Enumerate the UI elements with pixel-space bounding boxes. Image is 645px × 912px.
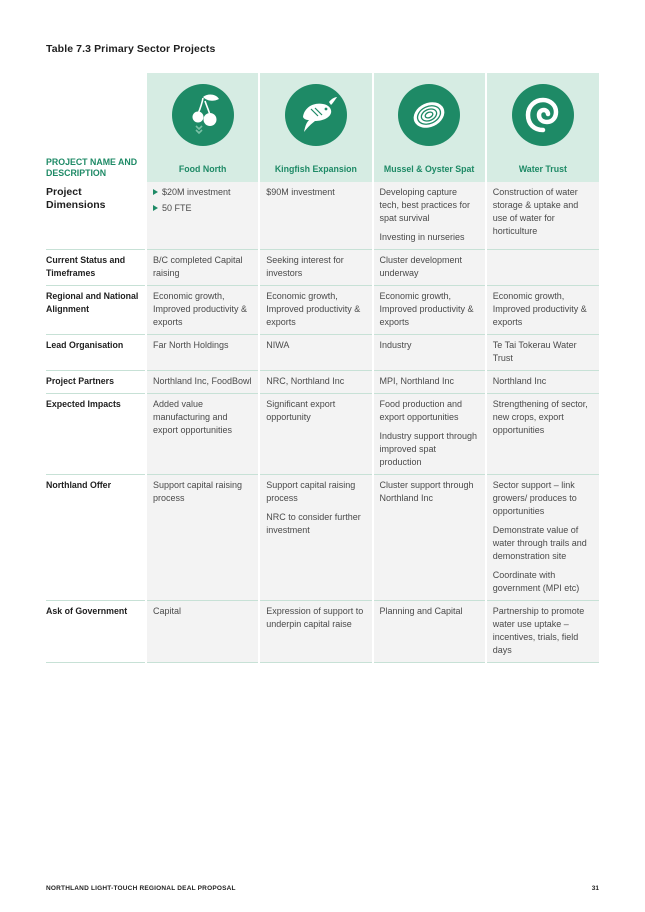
page-number: 31 [591,885,599,892]
cell-text: Planning and Capital [379,606,463,616]
row-label: Regional and National Alignment [46,286,146,335]
table-cell [259,601,372,663]
row-lead-organisation [46,335,599,371]
table-cell [259,475,372,601]
cell-text: Developing capture tech, best practices for spat survival [379,187,471,223]
table-cell [486,182,599,250]
cell-text: Cluster support through Northland Inc [379,480,474,503]
project-name-heading: PROJECT NAME AND DESCRIPTION [46,157,138,178]
row-label: Project Dimensions [46,182,146,250]
cell-text: Investing in nurseries [379,232,465,242]
cell-text: Cluster development underway [379,255,463,278]
table-cell [486,475,599,601]
table-cell [146,475,259,601]
project-header-kingfish [259,73,372,182]
cell-text: Support capital raising process [153,480,243,503]
cell-text: Added value manufacturing and export opportunities [153,399,233,435]
bullet-item: $20M investment [153,186,252,199]
cell-text: Te Tai Tokerau Water Trust [492,340,577,363]
table-cell [373,601,486,663]
koru-icon [512,84,574,146]
cell-text: Significant export opportunity [266,399,336,422]
row-label: Northland Offer [46,475,146,601]
cell-text: $90M investment [266,187,335,197]
project-header-food-north [146,73,259,182]
row-label: Ask of Government [46,601,146,663]
cell-text: Far North Holdings [153,340,229,350]
table-cell [373,371,486,394]
row-label: Project Partners [46,371,146,394]
row-label: Current Status and Timeframes [46,250,146,286]
table-cell [373,475,486,601]
table-cell [486,371,599,394]
cell-text: NIWA [266,340,290,350]
project-header-water-trust [486,73,599,182]
cell-text: MPI, Northland Inc [379,376,455,386]
cell-text: Northland Inc, FoodBowl [153,376,252,386]
cell-text: Demonstrate value of water through trails and demonstration site [492,525,587,561]
table-cell [146,371,259,394]
row-project-partners [46,371,599,394]
table-cell [146,394,259,475]
table-title: Table 7.3 Primary Sector Projects [46,43,216,55]
cell-text: Economic growth, Improved productivity & exports [153,291,248,327]
table-cell [373,250,486,286]
cell-text: B/C completed Capital raising [153,255,243,278]
row-current-status [46,250,599,286]
project-label: Mussel & Oyster Spat [383,164,475,174]
table-cell [259,286,372,335]
row-label: Lead Organisation [46,335,146,371]
table-cell [259,371,372,394]
project-label: Food North [178,164,227,174]
table-cell [373,335,486,371]
footer-document-title: NORTHLAND LIGHT-TOUCH REGIONAL DEAL PROPOSAL [46,885,236,892]
cell-text: Strengthening of sector, new crops, export opportunities [492,399,588,435]
table-cell [259,250,372,286]
cell-text: Northland Inc [492,376,547,386]
table-cell [146,286,259,335]
cell-text: Industry support through improved spat production [379,431,478,467]
table-cell [259,394,372,475]
cell-text: Economic growth, Improved productivity & exports [492,291,587,327]
cell-text: Sector support – link growers/ produces to opportunities [492,480,577,516]
cell-text: Partnership to promote water use uptake – incentives, trials, field days [492,606,585,655]
table-cell [146,335,259,371]
table-cell [259,335,372,371]
table-cell [486,601,599,663]
cell-text: Seeking interest for investors [266,255,344,278]
row-northland-offer [46,475,599,601]
table-cell [486,250,599,286]
row-label: Expected Impacts [46,394,146,475]
table-cell [373,286,486,335]
table-cell [146,250,259,286]
table-cell [373,182,486,250]
table-cell [373,394,486,475]
table-cell [486,394,599,475]
cell-text: Industry [379,340,412,350]
cell-text: Economic growth, Improved productivity & exports [379,291,474,327]
table-cell [486,335,599,371]
fruit-icon [172,84,234,146]
row-regional-alignment [46,286,599,335]
cell-text: NRC to consider further investment [266,512,361,535]
bullet-arrow-icon [153,189,158,195]
cell-text: Construction of water storage & uptake and use of water for horticulture [492,187,579,236]
cell-text: Support capital raising process [266,480,356,503]
table-cell [259,182,372,250]
cell-text: Capital [153,606,182,616]
cell-text: Economic growth, Improved productivity & exports [266,291,361,327]
cell-text: NRC, Northland Inc [266,376,345,386]
cell-text: Expression of support to underpin capital raise [266,606,364,629]
row-ask-of-government [46,601,599,663]
project-label: Water Trust [518,164,567,174]
row-expected-impacts [46,394,599,475]
bullet-arrow-icon [153,205,158,211]
project-label: Kingfish Expansion [274,164,357,174]
cell-text: Coordinate with government (MPI etc) [492,570,580,593]
row-project-dimensions [46,182,599,250]
bullet-item: 50 FTE [153,202,252,215]
table-cell [146,182,259,250]
cell-text: Food production and export opportunities [379,399,463,422]
table-header-row [46,73,599,182]
project-header-mussel-oyster [373,73,486,182]
primary-sector-projects-table [46,73,599,663]
table-cell [486,286,599,335]
shell-icon [398,84,460,146]
fish-icon [285,84,347,146]
table-cell [146,601,259,663]
